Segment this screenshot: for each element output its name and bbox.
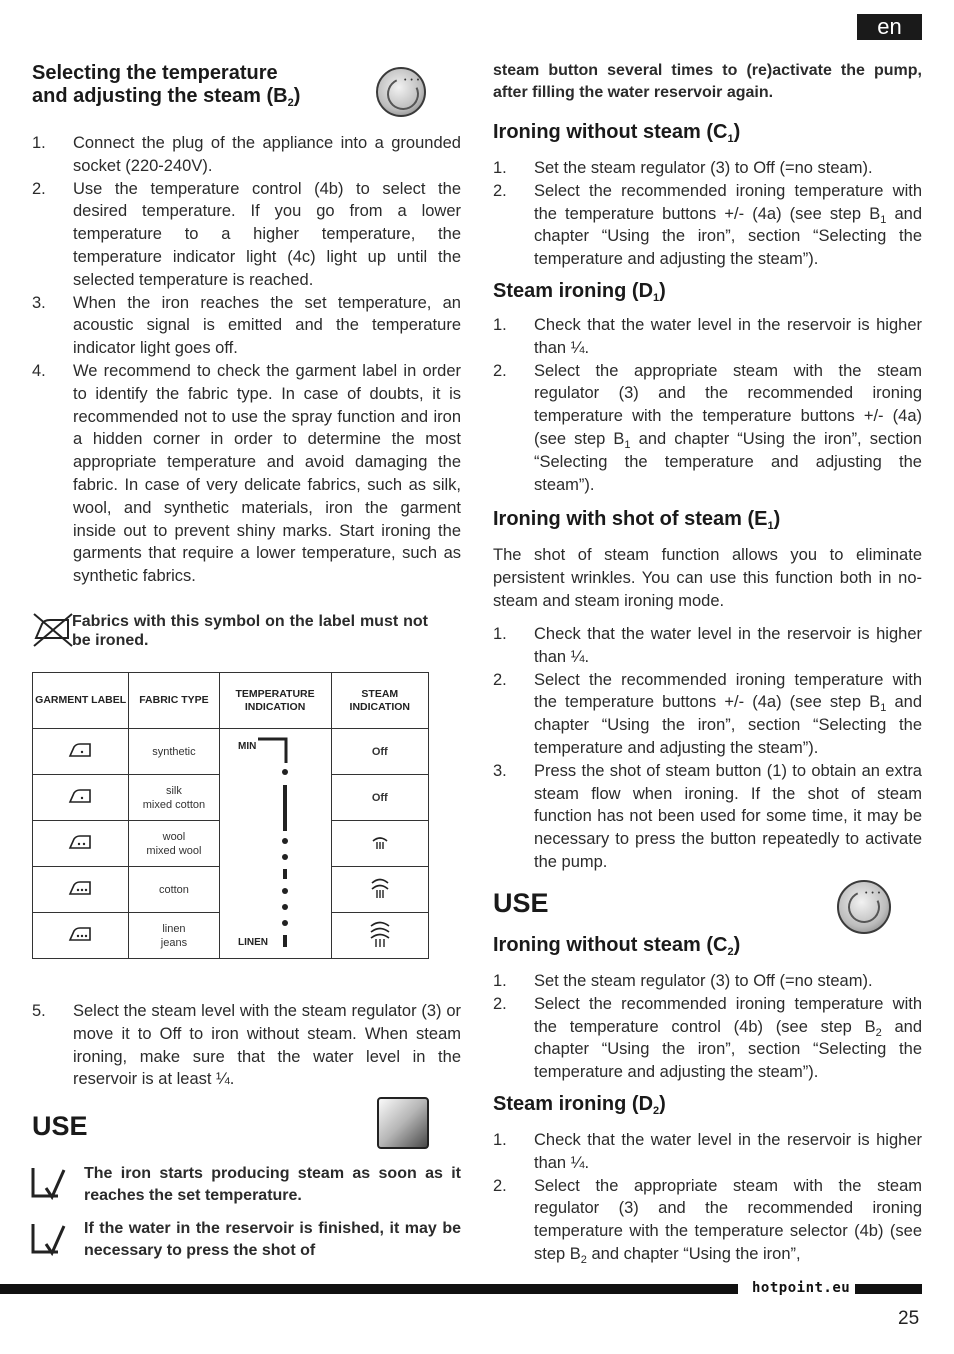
item-text: Select the appropriate steam with the steam regulator (3) and the recommended ironing temperature with the temperature selector (4b) (see step B	[534, 1176, 922, 1263]
list-item	[493, 360, 922, 497]
heading-d2	[493, 1093, 666, 1116]
e1-steps-list	[493, 623, 922, 874]
garment-label-cell	[33, 867, 129, 913]
garment-label-cell	[33, 775, 129, 821]
steam-level-3-icon	[367, 919, 393, 949]
list-item	[32, 132, 461, 178]
heading-text: Ironing without steam (C	[493, 121, 728, 143]
no-iron-note: Fabrics with this symbol on the label must not be ironed.	[72, 613, 428, 649]
note-reservoir: If the water in the reservoir is finished, it may be necessary to press the shot of	[84, 1220, 461, 1259]
garment-label-cell	[33, 729, 129, 775]
steam-cell: Off	[331, 775, 428, 821]
fabric-text: wool mixed wool	[146, 830, 202, 857]
fabric-cell	[129, 913, 219, 959]
item-number: 2.	[493, 1176, 507, 1195]
heading-close: )	[659, 280, 666, 302]
heading-subscript: 2	[727, 946, 734, 958]
heading-close: )	[293, 85, 301, 107]
heading-subscript: 2	[287, 97, 294, 109]
item-number: 1.	[493, 316, 507, 334]
temperature-dial-icon: • • •	[837, 880, 891, 934]
column-header: STEAM INDICATION	[331, 673, 428, 729]
item-text: Check that the water level in the reservoir is higher than ¼.	[534, 625, 922, 666]
use-heading-left: USE	[32, 1111, 88, 1141]
list-item	[32, 360, 461, 588]
list-item	[493, 1129, 922, 1175]
fabric-table	[32, 672, 429, 959]
heading-text: Ironing with shot of steam (E	[493, 508, 768, 530]
item-subscript: 2	[875, 1026, 882, 1039]
item-number: 3.	[32, 293, 46, 312]
temperature-steps-list	[32, 132, 461, 588]
item-text: Select the recommended ironing temperature with the temperature buttons +/- (4a) (see step B	[534, 181, 922, 223]
heading-close: )	[733, 121, 741, 143]
item-number: 1.	[493, 159, 507, 177]
fabric-text: linen jeans	[160, 922, 188, 949]
footer-bar	[0, 1284, 738, 1294]
heading-close: )	[659, 1093, 666, 1115]
item-number: 2.	[493, 181, 507, 200]
item-text: Press the shot of steam button (1) to obtain an extra steam flow when ironing. If the shot of steam function has not been used for some time, it may be necessary to press the button repeatedly to activate the pump.	[534, 761, 922, 871]
item-number: 2.	[493, 670, 507, 689]
steam-level-2-icon	[369, 876, 391, 900]
list-item	[493, 1175, 922, 1266]
item-text: Select the steam level with the steam regulator (3) or move it to Off to iron without steam. When steam ironing, make sure that the water level in the reservoir is at least ¼.	[73, 1002, 461, 1089]
item-number: 2.	[32, 179, 46, 198]
table-header-row	[33, 673, 429, 729]
c1-steps-list	[493, 157, 922, 271]
heading-text: Steam ironing (D	[493, 280, 654, 302]
steam-cell	[331, 821, 428, 867]
temp-max-label: LINEN	[237, 937, 268, 948]
item-number: 1.	[493, 972, 507, 990]
fabric-cell: synthetic	[129, 729, 219, 775]
fabric-cell	[129, 821, 219, 867]
item-number: 2.	[493, 994, 507, 1013]
note-continued: steam button several times to (re)activate the pump, after filling the water reservoir again.	[493, 62, 922, 101]
do-not-iron-icon	[30, 608, 74, 650]
item-number: 2.	[493, 361, 507, 380]
item-number: 1.	[32, 134, 46, 152]
item-text-end: and chapter “Using the iron”, section “Selecting the temperature and adjusting the steam”).	[534, 429, 922, 494]
heading-subscript: 1	[727, 133, 734, 145]
temp-min-label: MIN	[237, 741, 256, 752]
fabric-cell: cotton	[129, 867, 219, 913]
d2-steps-list	[493, 1129, 922, 1266]
heading-close: )	[733, 934, 741, 956]
list-item	[493, 993, 922, 1084]
item-number: 1.	[493, 625, 507, 643]
item-text: Check that the water level in the reservoir is higher than ¼.	[534, 1131, 922, 1172]
column-header: FABRIC TYPE	[129, 673, 219, 729]
steam-cell	[331, 867, 428, 913]
language-tab: en	[857, 14, 922, 40]
list-item	[493, 623, 922, 669]
item-text-end: and chapter “Using the iron”,	[586, 1244, 801, 1263]
list-item	[493, 760, 922, 874]
iron-1-dot-icon	[68, 788, 94, 804]
iron-2-dots-icon	[68, 834, 94, 850]
footer-site: hotpoint.eu	[752, 1280, 851, 1296]
d1-steps-list	[493, 314, 922, 496]
item-subscript: 1	[624, 438, 631, 451]
item-subscript: 1	[880, 702, 887, 715]
fabric-cell	[129, 775, 219, 821]
list-item	[493, 180, 922, 271]
heading-subscript: 1	[767, 520, 774, 532]
column-header: GARMENT LABEL	[33, 673, 129, 729]
footer-bar	[855, 1284, 922, 1294]
iron-3-dots-icon	[68, 880, 94, 896]
item-text: Set the steam regulator (3) to Off (=no steam).	[534, 972, 873, 990]
item-text: Select the appropriate steam with the steam regulator (3) and the recommended ironing temperature with the temperature buttons +/- (4a) (see step B	[534, 361, 922, 448]
step-5-list	[32, 1000, 461, 1091]
item-number: 5.	[32, 1002, 46, 1020]
list-item	[493, 157, 922, 180]
item-text-end: and chapter “Using the iron”, section “Selecting the temperature and adjusting the steam”).	[534, 693, 922, 757]
temperature-dial-icon: • • •	[376, 67, 426, 117]
list-item	[32, 1000, 461, 1091]
item-text: Check that the water level in the reservoir is higher than ¼.	[534, 316, 922, 357]
heading-c2	[493, 934, 740, 957]
fabric-text: silk mixed cotton	[142, 784, 206, 811]
list-item	[32, 292, 461, 360]
garment-label-cell	[33, 821, 129, 867]
heading-d1	[493, 280, 666, 303]
list-item	[32, 178, 461, 292]
heading-text: Ironing without steam (C	[493, 934, 728, 956]
item-text: Select the recommended ironing temperature with the temperature control (4b) (see step B	[534, 994, 922, 1036]
item-number: 1.	[493, 1131, 507, 1149]
item-subscript: 2	[580, 1253, 587, 1266]
note-steam-start: The iron starts producing steam as soon as it reaches the set temperature.	[84, 1165, 461, 1204]
heading-line-2: and adjusting the steam (B	[32, 85, 288, 107]
item-text-end: and chapter “Using the iron”, section “Selecting the temperature and adjusting the steam”).	[534, 1017, 923, 1082]
checkmark-icon	[30, 1164, 66, 1200]
column-header: TEMPERATURE INDICATION	[219, 673, 331, 729]
item-text: When the iron reaches the set temperature, an acoustic signal is emitted and the temperature indicator light goes off.	[73, 293, 461, 358]
heading-line-1: Selecting the temperature	[32, 62, 278, 84]
use-heading-right: USE	[493, 888, 549, 918]
heading-text: Steam ironing (D	[493, 1093, 654, 1115]
heading-subscript: 2	[653, 1105, 660, 1117]
list-item	[493, 970, 922, 993]
item-text: Set the steam regulator (3) to Off (=no steam).	[534, 159, 873, 177]
heading-close: )	[773, 508, 781, 530]
table-row	[33, 729, 429, 775]
item-text: Connect the plug of the appliance into a grounded socket (220-240V).	[73, 134, 461, 175]
item-text: We recommend to check the garment label in order to identify the fabric type. In case of doubts, it is recommended not to use the spray function and iron a hidden corner in order to determine the most appropriate temperature and avoid damaging the fabric. In case of very delicate fabrics, such as silk, wool, and synthetic materials, iron the garment inside out to prevent shiny marks. Start ironing the garments that require a lower temperature, such as synthetic fabrics.	[73, 361, 461, 586]
checkmark-icon	[30, 1220, 66, 1256]
steam-switch-icon	[377, 1097, 429, 1149]
list-item	[493, 314, 922, 360]
c2-steps-list	[493, 970, 922, 1084]
page-number: 25	[898, 1308, 920, 1329]
item-text: Select the recommended ironing temperature with the temperature buttons +/- (4a) (see step B	[534, 670, 922, 712]
steam-cell	[331, 913, 428, 959]
heading-e1	[493, 508, 780, 531]
temperature-indication-cell	[219, 729, 331, 959]
section-heading-temperature	[32, 62, 372, 108]
steam-level-1-icon	[370, 833, 390, 851]
item-subscript: 1	[880, 213, 887, 226]
item-text-end: and chapter “Using the iron”, section “Selecting the temperature and adjusting the steam”).	[534, 204, 922, 269]
heading-subscript: 1	[653, 292, 660, 304]
item-text: Use the temperature control (4b) to select the desired temperature. If you go from a lower temperature to a higher temperature, the temperature indicator light (4c) light up until the selected temperature is reached.	[73, 179, 461, 289]
list-item	[493, 669, 922, 760]
iron-1-dot-icon	[68, 742, 94, 758]
steam-cell: Off	[331, 729, 428, 775]
item-number: 3.	[493, 761, 507, 780]
iron-3-dots-icon	[68, 926, 94, 942]
garment-label-cell	[33, 913, 129, 959]
heading-c1	[493, 121, 740, 144]
shot-of-steam-intro: The shot of steam function allows you to eliminate persistent wrinkles. You can use this function both in no-steam and steam ironing mode.	[493, 546, 922, 610]
temperature-scale-icon	[220, 729, 331, 958]
item-number: 4.	[32, 361, 46, 380]
